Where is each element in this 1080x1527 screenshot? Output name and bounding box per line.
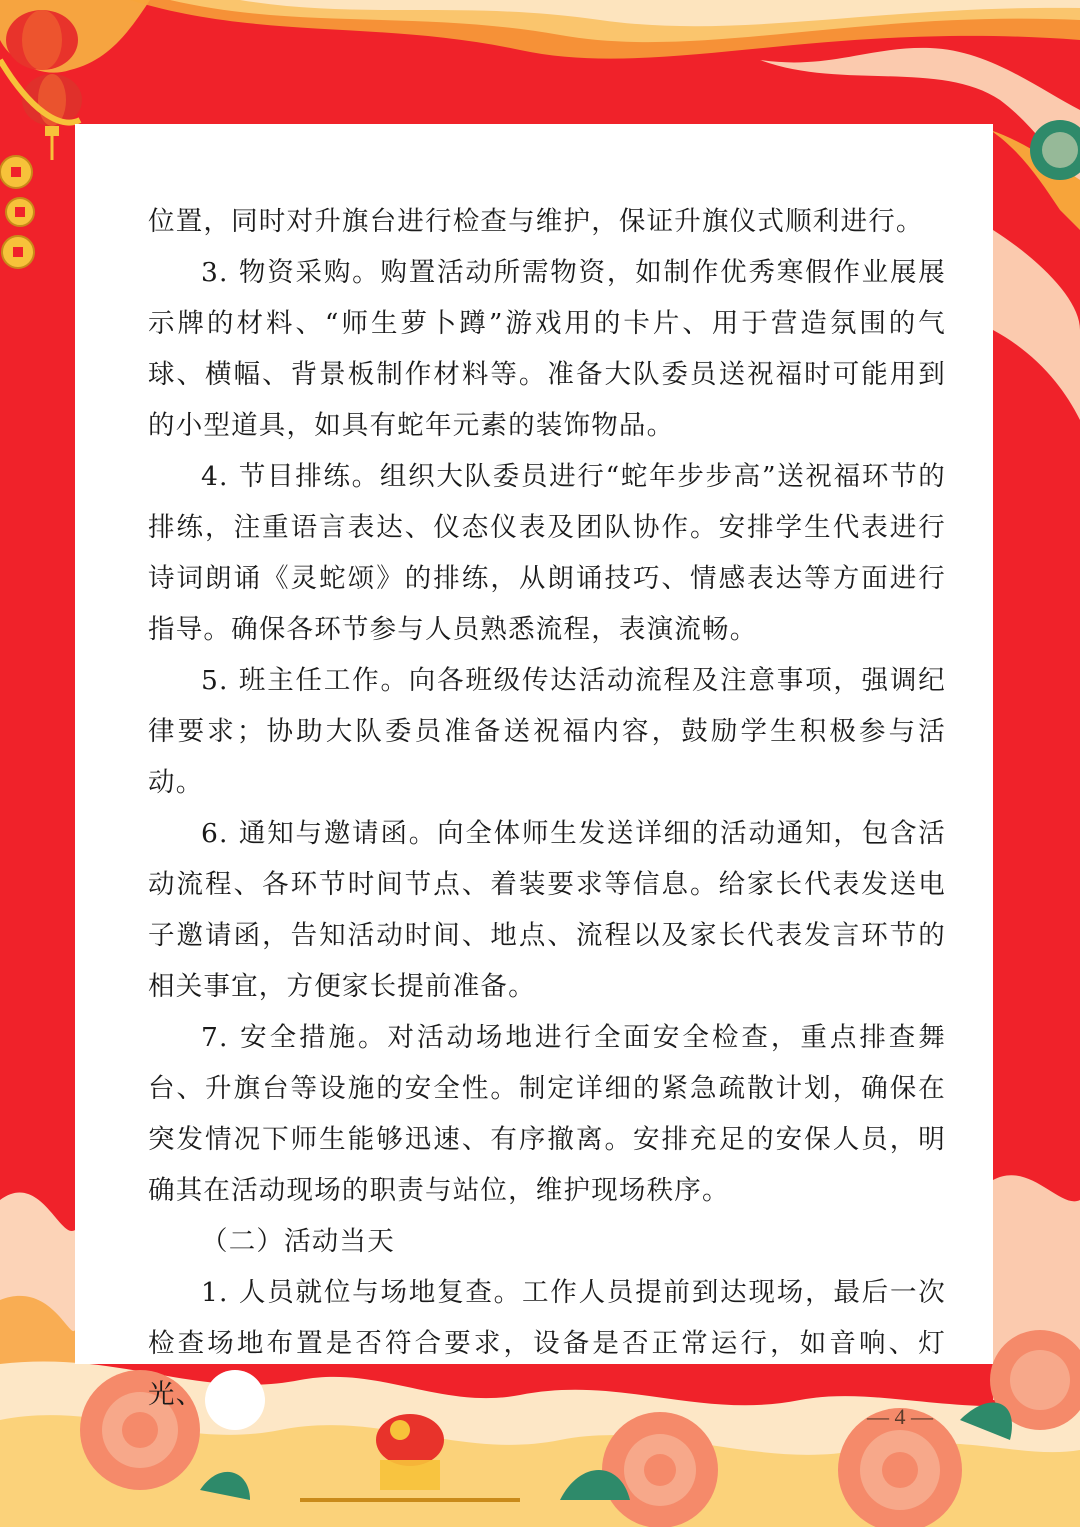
- paragraph-continuation: 位置，同时对升旗台进行检查与维护，保证升旗仪式顺利进行。: [148, 206, 924, 237]
- paragraph-safety-measures: 7. 安全措施。对活动场地进行全面安全检查，重点排查舞台、升旗台等设施的安全性。制定详细的紧急疏散计划，确保在突发情况下师生能够迅速、有序撤离。安排充足的安保人员，明确其在活动现场的职责与站位，维护现场秩序。: [148, 1022, 946, 1206]
- paragraph-staff-positioning: 1. 人员就位与场地复查。工作人员提前到达现场，最后一次检查场地布置是否符合要求，设备是否正常运行，如音响、灯光、: [148, 1277, 946, 1410]
- coin-icon: [0, 156, 34, 268]
- document-body: [148, 196, 946, 1420]
- paragraph-notice-invitation: 6. 通知与邀请函。向全体师生发送详细的活动通知，包含活动流程、各环节时间节点、着装要求等信息。给家长代表发送电子邀请函，告知活动时间、地点、流程以及家长代表发言环节的相关事宜，方便家长提前准备。: [148, 818, 946, 1002]
- paragraph-material-purchase: 3. 物资采购。购置活动所需物资，如制作优秀寒假作业展展示牌的材料、“师生萝卜蹲”游戏用的卡片、用于营造氛围的气球、横幅、背景板制作材料等。准备大队委员送祝福时可能用到的小型道具，如具有蛇年元素的装饰物品。: [148, 257, 946, 441]
- paragraph-rehearsal: 4. 节目排练。组织大队委员进行“蛇年步步高”送祝福环节的排练，注重语言表达、仪态仪表及团队协作。安排学生代表进行诗词朗诵《灵蛇颂》的排练，从朗诵技巧、情感表达等方面进行指导。确保各环节参与人员熟悉流程，表演流畅。: [148, 461, 946, 645]
- page-number: — 4 —: [867, 1404, 933, 1429]
- paragraph-head-teacher-work: 5. 班主任工作。向各班级传达活动流程及注意事项，强调纪律要求；协助大队委员准备送祝福内容，鼓励学生积极参与活动。: [148, 665, 946, 798]
- section-heading-event-day: （二）活动当天: [201, 1226, 395, 1257]
